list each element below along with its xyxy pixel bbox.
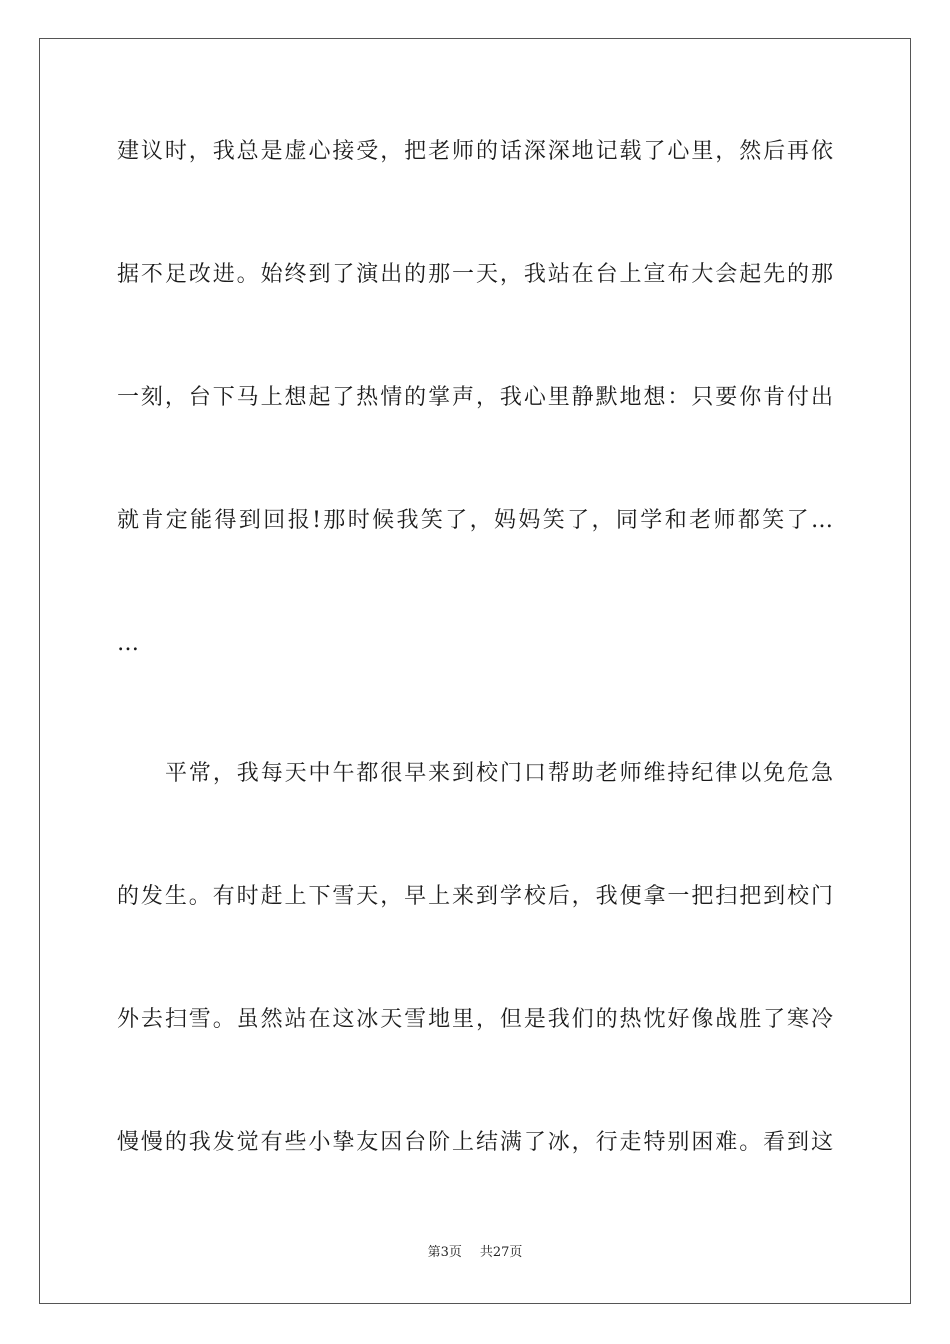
page-number: 第3页 [427, 1245, 462, 1260]
paragraph-2-line-4: 慢慢的我发觉有些小挚友因台阶上结满了冰，行走特别困难。看到这 [117, 1130, 833, 1155]
page-total: 共27页 [479, 1245, 523, 1260]
page-border [39, 38, 911, 1304]
paragraph-2-line-2: 的发生。有时赶上下雪天，早上来到学校后，我便拿一把扫把到校门 [117, 884, 833, 909]
page-footer [0, 1245, 950, 1261]
text-line-4: 就肯定能得到回报!那时候我笑了，妈妈笑了，同学和老师都笑了… [117, 508, 833, 533]
text-line-2: 据不足改进。始终到了演出的那一天，我站在台上宣布大会起先的那 [117, 262, 833, 287]
paragraph-2-line-3: 外去扫雪。虽然站在这冰天雪地里，但是我们的热忱好像战胜了寒冷 [117, 1007, 833, 1032]
text-line-3: 一刻，台下马上想起了热情的掌声，我心里静默地想：只要你肯付出 [117, 385, 833, 410]
paragraph-2-line-1: 平常，我每天中午都很早来到校门口帮助老师维持纪律以免危急 [165, 761, 833, 786]
text-line-1: 建议时，我总是虚心接受，把老师的话深深地记载了心里，然后再依 [117, 139, 833, 164]
text-line-5: … [117, 631, 141, 656]
